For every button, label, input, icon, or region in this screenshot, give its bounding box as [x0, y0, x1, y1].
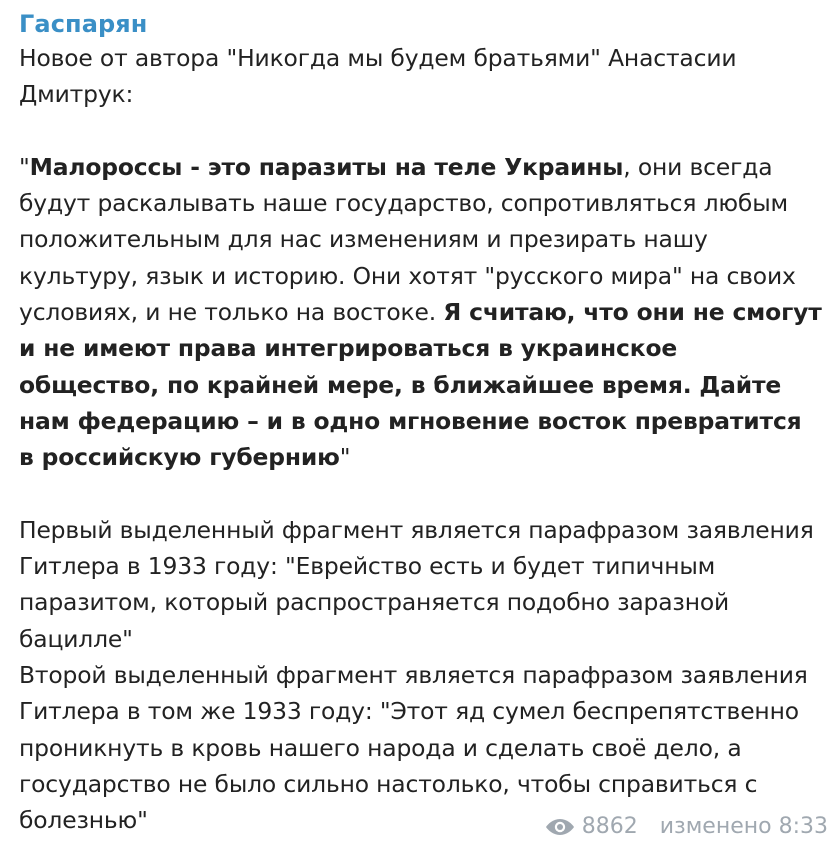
quote-open: " [19, 152, 30, 181]
message-meta [545, 813, 828, 841]
intro-line: Новое от автора "Никогда мы будем братьями" Анастасии Дмитрук: [19, 44, 737, 109]
paragraph-1: Первый выделенный фрагмент является парафразом заявления Гитлера в 1933 году: "Еврейство есть и будет типичным паразитом, который распространяется подобно заразной бацилле" [19, 515, 814, 653]
quote-close: " [339, 443, 351, 472]
message-text [19, 40, 822, 839]
quote-paragraph [19, 149, 822, 476]
highlight-fragment-1: Малороссы - это паразиты на теле Украины [29, 152, 624, 181]
edited-timestamp: изменено 8:33 [659, 814, 828, 839]
eye-icon [545, 817, 575, 837]
author-name[interactable]: Гаспарян [19, 10, 148, 38]
quote-text-1: , они всегда будут раскалывать наше государство, сопротивляться любым положительным для нас изменениям и презирать нашу культуру, язык и историю. Они хотят "русского мира" на своих условиях, и не только на востоке. [19, 152, 796, 327]
views-count: 8862 [581, 814, 638, 839]
highlight-fragment-2: Я считаю, что они не смогут и не имеют права интегрироваться в украинское общество, по крайней мере, в ближайшее время. Дайте нам федерацию – и в одно мгновение восток превратится в российскую губернию [19, 298, 822, 472]
paragraph-2: Второй выделенный фрагмент является парафразом заявления Гитлера в том же 1933 году: "Этот яд сумел беспрепятственно проникнуть в кровь нашего народа и сделать своё дело, а государство не было сильно настолько, чтобы справиться с болезнью" [19, 661, 808, 835]
